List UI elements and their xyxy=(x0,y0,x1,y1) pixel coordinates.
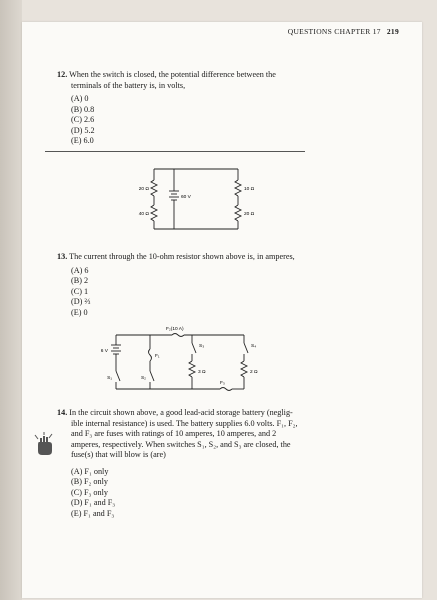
choice-d[interactable]: (D) ⅔ xyxy=(71,297,91,306)
resistor-label-20-right: 20 Ω xyxy=(244,212,255,217)
choice-a[interactable]: (A) 6 xyxy=(71,265,89,275)
page-header xyxy=(288,27,399,36)
choice-c[interactable]: (C) F₃ only xyxy=(71,487,108,497)
circuit-diagram-1 xyxy=(140,163,270,238)
question-13-stem: 13. The current through the 10-ohm resistor shown above is, in amperes, xyxy=(57,252,295,261)
battery-label-60v: 60 V xyxy=(181,195,191,200)
choice-d[interactable]: (D) 5.2 xyxy=(71,125,95,135)
choice-e[interactable]: (E) F₁ and F₃ xyxy=(71,508,115,518)
fuse-label-f1: F₁ xyxy=(155,354,160,359)
choice-b[interactable]: (B) 0.8 xyxy=(71,104,95,114)
choice-b[interactable]: (B) 2 xyxy=(71,276,89,285)
question-12 xyxy=(57,70,357,147)
fuse-label-f2: F₂(10 A) xyxy=(166,327,184,332)
book-binding xyxy=(0,0,22,600)
resistor-label-3: 3 Ω xyxy=(198,370,206,375)
question-13 xyxy=(57,252,377,318)
choice-a[interactable]: (A) F₁ only xyxy=(71,466,109,476)
fuse-label-f3: F₃ xyxy=(220,381,225,386)
switch-label-s4: S₄ xyxy=(251,344,257,349)
choice-e[interactable]: (E) 0 xyxy=(71,307,88,317)
pointing-hand-icon xyxy=(33,432,55,458)
page-number: 219 xyxy=(386,27,399,36)
question-14 xyxy=(57,408,377,519)
question-number: 12. xyxy=(57,70,68,79)
choice-a[interactable]: (A) 0 xyxy=(71,94,89,103)
section-divider xyxy=(45,151,305,152)
resistor-label-40: 40 Ω xyxy=(138,212,149,217)
question-number: 13. xyxy=(57,252,68,261)
circuit-diagram-2 xyxy=(92,323,272,401)
resistor-label-2: 2 Ω xyxy=(250,370,258,375)
resistor-label-20-left: 20 Ω xyxy=(138,187,149,192)
choice-c[interactable]: (C) 1 xyxy=(71,286,89,296)
switch-label-s3: S₃ xyxy=(199,344,205,349)
battery-label-6v: 6 V xyxy=(100,349,108,354)
question-number: 14. xyxy=(57,408,68,417)
resistor-label-10: 10 Ω xyxy=(244,187,255,192)
choice-d[interactable]: (D) F₁ and F₃ xyxy=(71,498,116,507)
choice-e[interactable]: (E) 6.0 xyxy=(71,136,94,145)
answer-choices xyxy=(57,266,377,319)
question-12-stem: 12. When the switch is closed, the potential difference between the terminals of the battery is, in volts, xyxy=(57,70,276,90)
switch-label-s2: S₂ xyxy=(140,376,146,381)
answer-choices xyxy=(57,467,377,520)
choice-c[interactable]: (C) 2.6 xyxy=(71,115,95,124)
question-14-stem: 14. In the circuit shown above, a good lead-acid storage battery (neglig- ible internal resistance) is used. The battery supplies 6.0 volts. F₁, F₂, and F₃ are fuses with ratings of 10 amperes, 10 amperes, and 2 amperes, respectively. When switches S₁, S₂, and S₃ are closed, the fuse(s) that will blow is (are) xyxy=(57,408,298,459)
switch-label-s1: S₁ xyxy=(107,376,112,381)
chapter-title: QUESTIONS CHAPTER 17 xyxy=(287,27,381,36)
answer-choices xyxy=(57,94,357,147)
choice-b[interactable]: (B) F₂ only xyxy=(71,477,108,486)
